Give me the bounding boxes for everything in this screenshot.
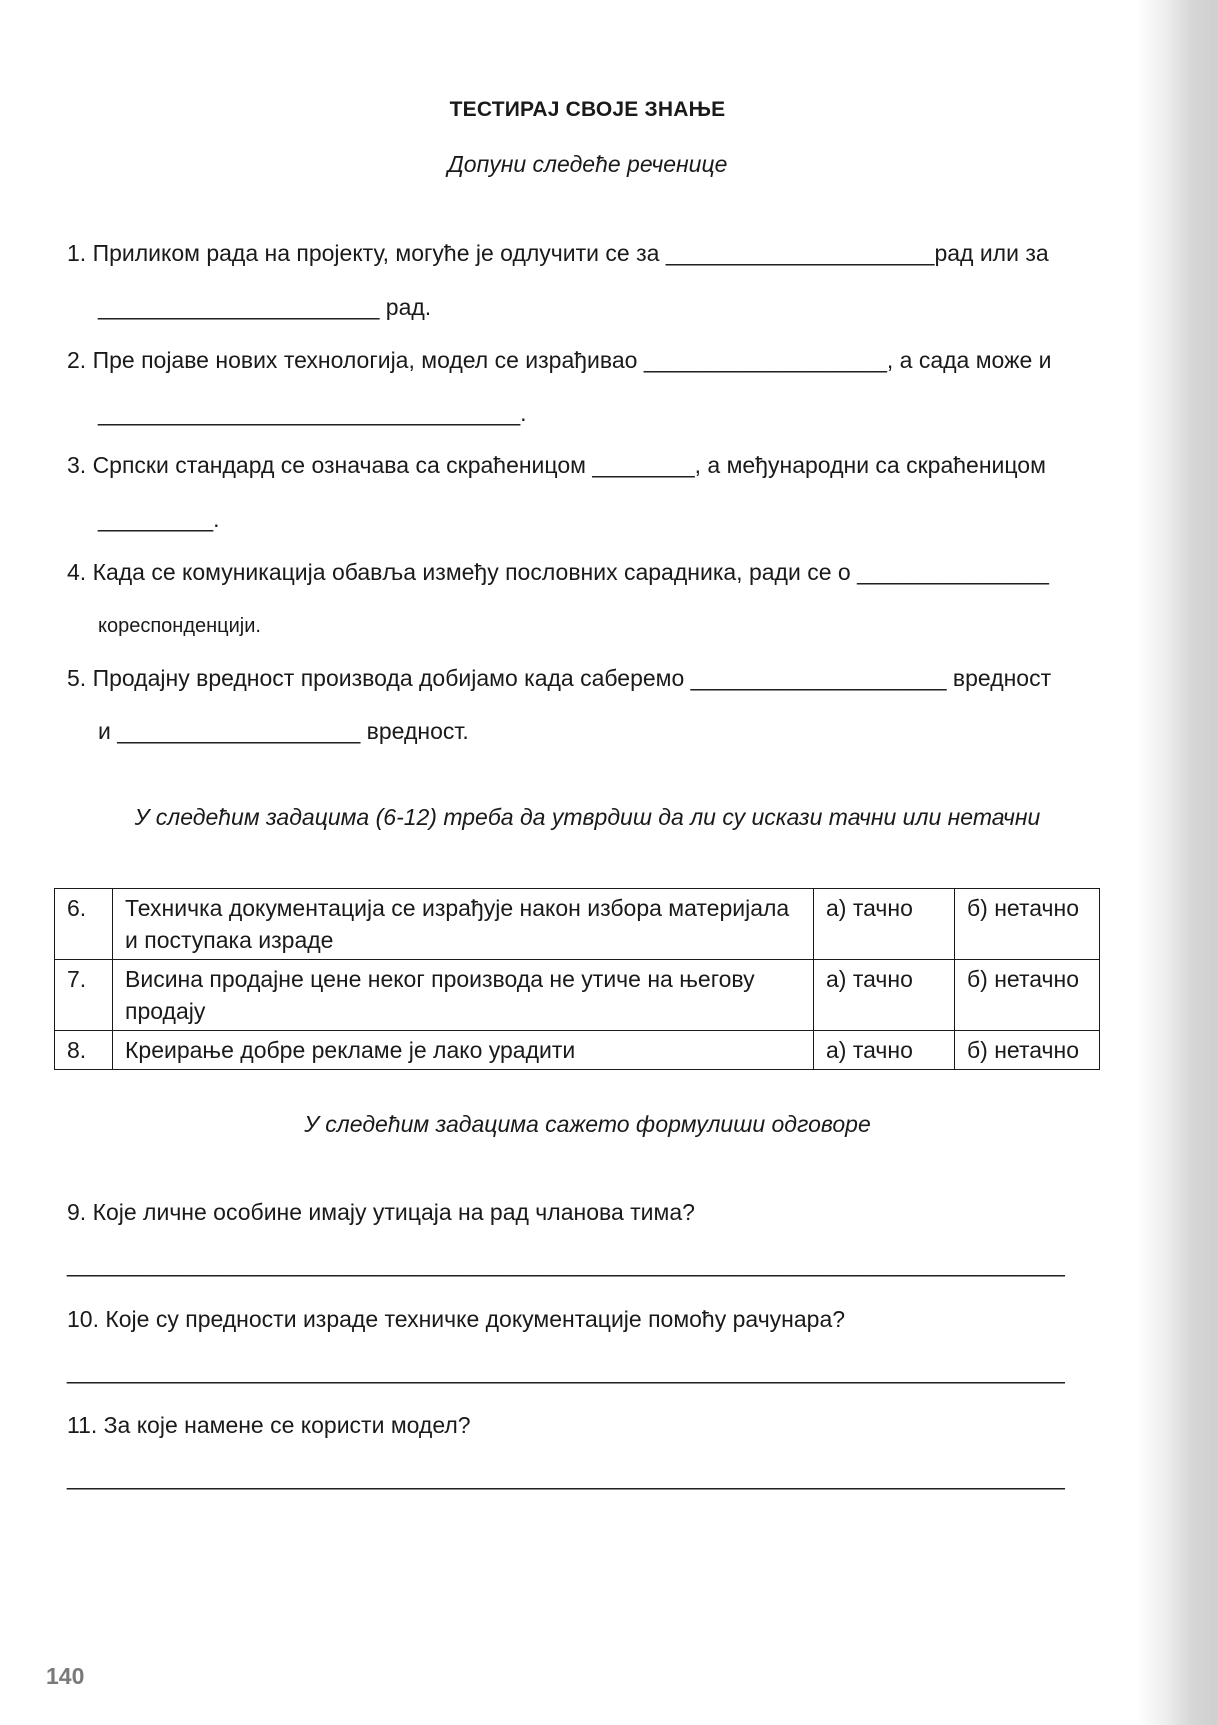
table-row <box>55 889 1100 960</box>
option-false[interactable]: б) нетачно <box>955 1031 1100 1070</box>
row-number: 6. <box>55 889 113 960</box>
row-number: 8. <box>55 1031 113 1070</box>
question-11: 11. За које намене се користи модел? <box>67 1412 471 1438</box>
page-number: 140 <box>46 1663 85 1689</box>
section-heading-true-false: У следећим задацима (6-12) треба да утврдиш да ли су искази тачни или нетачни <box>134 804 1041 830</box>
option-true[interactable]: а) тачно <box>814 1031 955 1070</box>
question-4-line-2: кореспонденцији. <box>98 615 261 637</box>
statement-cell: Техничка документација се израђује након избора материјала и поступака израде <box>113 889 814 960</box>
page-title: ТЕСТИРАЈ СВОЈЕ ЗНАЊЕ <box>449 98 726 121</box>
question-10: 10. Које су предности израде техничке документације помоћу рачунара? <box>67 1306 846 1332</box>
answer-line-10[interactable]: ______________________________________________________________________________ <box>67 1358 1065 1384</box>
table-row <box>55 960 1100 1031</box>
true-false-table <box>54 888 1100 1070</box>
option-false[interactable]: б) нетачно <box>955 960 1100 1031</box>
section-heading-open-answers: У следећим задацима сажето формулиши одговоре <box>304 1111 871 1137</box>
option-true[interactable]: а) тачно <box>814 889 955 960</box>
question-9: 9. Које личне особине имају утицаја на рад чланова тима? <box>67 1199 695 1225</box>
question-2-line-2: _________________________________. <box>98 400 527 426</box>
answer-line-11[interactable]: ______________________________________________________________________________ <box>67 1464 1065 1490</box>
page-edge-shadow <box>1137 0 1217 1725</box>
question-3-line-2: _________. <box>98 506 220 532</box>
option-false[interactable]: б) нетачно <box>955 889 1100 960</box>
question-5-line-2: и ___________________ вредност. <box>98 718 469 744</box>
row-number: 7. <box>55 960 113 1031</box>
question-1-line-2: ______________________ рад. <box>98 294 432 320</box>
statement-cell: Креирање добре рекламе је лако урадити <box>113 1031 814 1070</box>
question-5-line-1: 5. Продајну вредност производа добијамо када саберемо ____________________ вредност <box>67 665 1052 691</box>
table-row <box>55 1031 1100 1070</box>
question-1-line-1: 1. Приликом рада на пројекту, могуће је одлучити се за _____________________рад или за <box>67 240 1049 266</box>
answer-line-9[interactable]: ______________________________________________________________________________ <box>67 1251 1065 1277</box>
option-true[interactable]: а) тачно <box>814 960 955 1031</box>
question-3-line-1: 3. Српски стандард се означава са скраћеницом ________, а међународни са скраћеницом <box>67 452 1046 478</box>
section-heading-fill-in: Допуни следеће реченице <box>447 151 728 177</box>
question-2-line-1: 2. Пре појаве нових технологија, модел се израђивао ___________________, а сада може и <box>67 347 1052 373</box>
statement-cell: Висина продајне цене неког производа не утиче на његову продају <box>113 960 814 1031</box>
question-4-line-1: 4. Када се комуникација обавља између пословних сарадника, ради се о _______________ <box>67 559 1049 585</box>
